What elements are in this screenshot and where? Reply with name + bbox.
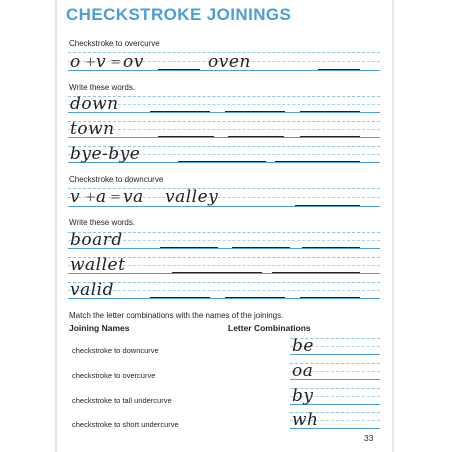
practice-line[interactable]: [232, 247, 290, 248]
practice-line[interactable]: [318, 69, 360, 70]
guide-line-mid: [68, 290, 380, 291]
model-word: valid: [70, 280, 114, 300]
model-word: wallet: [70, 255, 126, 275]
practice-line[interactable]: [300, 111, 360, 112]
joining-name-item[interactable]: checkstroke to overcurve: [72, 371, 156, 380]
model-word: town: [70, 119, 115, 139]
practice-line[interactable]: [295, 205, 360, 206]
guide-line-base: [68, 206, 380, 207]
letter-combinations-header: Letter Combinations: [228, 323, 311, 333]
joining-names-header: Joining Names: [69, 323, 130, 333]
practice-line[interactable]: [225, 297, 285, 298]
practice-line[interactable]: [172, 272, 262, 273]
practice-line[interactable]: [275, 161, 360, 162]
letter-combination-item[interactable]: wh: [292, 410, 319, 430]
page-number: 33: [364, 433, 374, 443]
practice-line[interactable]: [160, 247, 218, 248]
model-equals: =: [110, 55, 122, 70]
model-word: down: [70, 94, 119, 114]
letter-combination-item[interactable]: by: [292, 386, 314, 406]
page-edge-right: [392, 0, 394, 452]
model-letter-left: v: [70, 187, 81, 207]
practice-line[interactable]: [300, 136, 360, 137]
practice-line[interactable]: [300, 297, 360, 298]
model-word: oven: [208, 52, 251, 72]
practice-line[interactable]: [225, 111, 285, 112]
page-title: CHECKSTROKE JOININGS: [66, 5, 292, 24]
practice-line[interactable]: [272, 272, 360, 273]
model-word: valley: [165, 187, 219, 207]
guide-line-top: [68, 121, 380, 122]
model-word: board: [70, 230, 123, 250]
practice-line[interactable]: [158, 69, 200, 70]
practice-line[interactable]: [150, 297, 210, 298]
practice-line[interactable]: [158, 136, 214, 137]
guide-line-base: [68, 298, 380, 299]
write-instruction: Write these words.: [69, 83, 136, 92]
joining-name-item[interactable]: checkstroke to downcurve: [72, 346, 159, 355]
page-edge-left: [55, 0, 57, 452]
guide-line-top: [68, 282, 380, 283]
model-letter-right: v: [96, 52, 107, 72]
practice-line[interactable]: [302, 247, 360, 248]
matching-instruction: Match the letter combinations with the names of the joinings.: [69, 311, 284, 320]
write-instruction: Write these words.: [69, 218, 136, 227]
letter-combination-item[interactable]: be: [292, 336, 314, 356]
guide-line-base: [68, 137, 380, 138]
guide-line-top: [68, 188, 380, 189]
model-plus: +: [85, 190, 97, 205]
practice-line[interactable]: [228, 136, 284, 137]
guide-line-mid: [68, 129, 380, 130]
model-joined: ov: [123, 52, 144, 72]
model-joined: va: [123, 187, 144, 207]
joining-name-item[interactable]: checkstroke to short undercurve: [72, 420, 179, 429]
section2-instruction: Checkstroke to downcurve: [69, 175, 164, 184]
joining-name-item[interactable]: checkstroke to tall undercurve: [72, 396, 172, 405]
model-equals: =: [110, 190, 122, 205]
practice-line[interactable]: [178, 161, 266, 162]
model-letter-right: a: [96, 187, 107, 207]
practice-line[interactable]: [150, 111, 210, 112]
letter-combination-item[interactable]: oa: [292, 361, 314, 381]
model-plus: +: [85, 55, 97, 70]
model-letter-left: o: [70, 52, 81, 72]
model-word: bye-bye: [70, 144, 141, 164]
section1-instruction: Checkstroke to overcurve: [69, 39, 160, 48]
